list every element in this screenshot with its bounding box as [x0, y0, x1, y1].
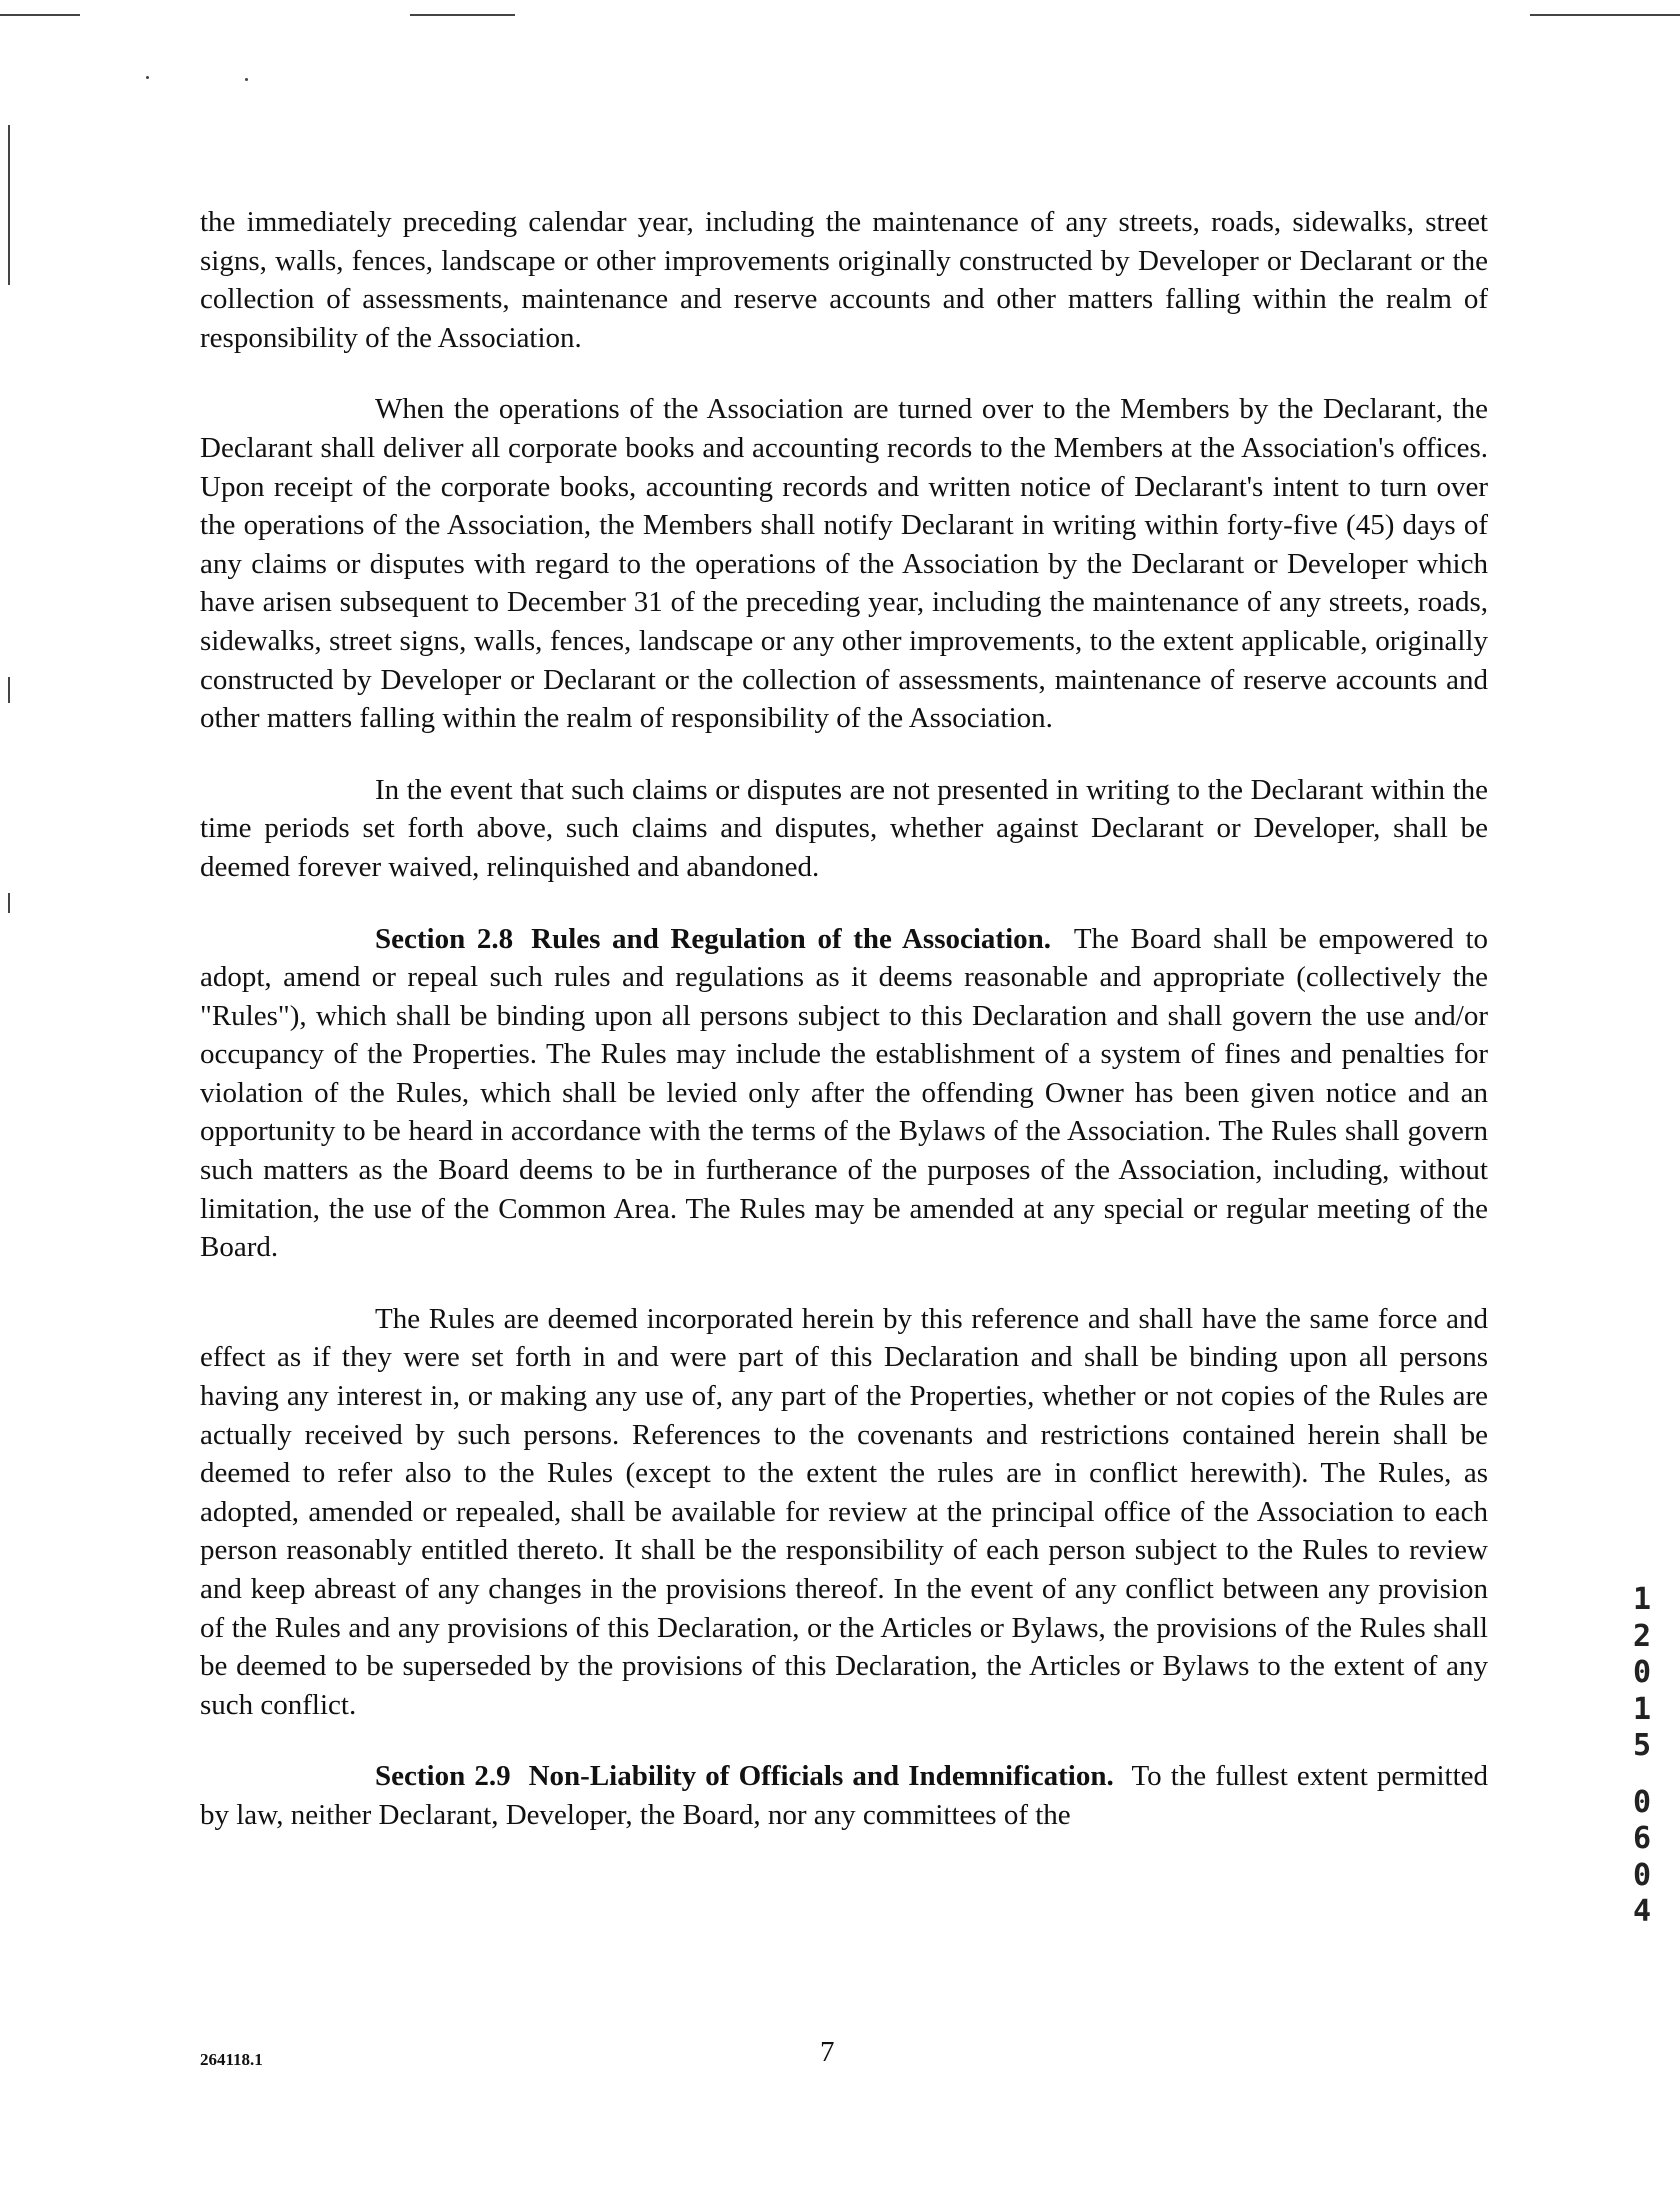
section-2-9-paragraph — [200, 1757, 1488, 1834]
section-2-9-number: Section 2.9 — [375, 1760, 511, 1793]
section-2-9-title: Non-Liability of Officials and Indemnification. — [528, 1760, 1114, 1793]
scan-artifact-top-right — [1530, 14, 1680, 16]
scan-artifact-left-margin-3 — [8, 893, 10, 913]
scan-artifact-dot-1 — [146, 76, 149, 79]
paragraph-turnover: When the operations of the Association are turned over to the Members by the Declarant, the Declarant shall deliver all corporate books and accounting records to the Members at the Association's offices. Upon receipt of the corporate books, accounting records and written notice of Declarant's intent to turn over the operations of the Association, the Members shall notify Declarant in writing within forty-five (45) days of any claims or disputes with regard to the operations of the Association by the Declarant or Developer which have arisen subsequent to December 31 of the preceding year, including the maintenance of any streets, roads, sidewalks, street signs, walls, fences, landscape or any other improvements, to the extent applicable, originally constructed by Developer or Declarant or the collection of assessments, maintenance of reserve accounts and other matters falling within the realm of responsibility of the Association. — [200, 393, 1488, 735]
stamp-digit: 2 — [1632, 1618, 1652, 1654]
document-body — [200, 203, 1488, 1868]
stamp-gap — [1625, 1765, 1659, 1785]
scan-artifact-top-center — [410, 14, 515, 16]
section-2-8-number: Section 2.8 — [375, 922, 514, 955]
paragraph-waiver: In the event that such claims or disputes are not presented in writing to the Declarant within the time periods set forth above, such claims and disputes, whether against Declarant or Developer, shall be deemed forever waived, relinquished and abandoned. — [200, 773, 1488, 883]
stamp-digit: 0 — [1632, 1857, 1652, 1893]
stamp-digit: 6 — [1632, 1821, 1652, 1856]
stamp-digit: 4 — [1632, 1894, 1652, 1929]
stamp-digit: 5 — [1632, 1728, 1652, 1763]
section-2-8-title: Rules and Regulation of the Association. — [531, 922, 1052, 955]
scan-artifact-top-left — [0, 14, 80, 16]
section-2-8-heading — [375, 923, 1051, 955]
recording-number-stamp — [1625, 1582, 1659, 1931]
scan-artifact-left-margin-1 — [8, 125, 10, 285]
scan-artifact-dot-2 — [245, 78, 248, 81]
scan-artifact-left-margin-2 — [8, 677, 10, 703]
stamp-digit: 1 — [1632, 1582, 1652, 1617]
paragraph-rules-incorporated: The Rules are deemed incorporated herein by this reference and shall have the same force and effect as if they were set forth in and were part of this Declaration and shall be binding upon all persons having any interest in, or making any use of, any part of the Properties, whether or not copies of the Rules are actually received by such persons. References to the covenants and restrictions contained herein shall be deemed to refer also to the Rules (except to the extent the rules are in conflict herewith). The Rules, as adopted, amended or repealed, shall be available for review at the principal office of the Association to each person reasonably entitled thereto. It shall be the responsibility of each person subject to the Rules to review and keep abreast of any changes in the provisions thereof. In the event of any conflict between any provision of the Rules and any provisions of this Declaration, or the Articles or Bylaws, the provisions of the Rules shall be deemed to be superseded by the provisions of this Declaration, the Articles or Bylaws to the extent of any such conflict. — [200, 1302, 1488, 1721]
section-2-9-text: To the fullest extent permitted by law, neither Declarant, Developer, the Board, nor any committees of the — [200, 1760, 1489, 1831]
section-2-8-paragraph — [200, 920, 1488, 1267]
paragraph-continuation: the immediately preceding calendar year, including the maintenance of any streets, roads, sidewalks, street signs, walls, fences, landscape or other improvements originally constructed by Developer or Declarant or the collection of assessments, maintenance and reserve accounts and other matters falling within the realm of responsibility of the Association. — [200, 206, 1488, 354]
footer-document-id: 264118.1 — [200, 2050, 263, 2069]
stamp-digit: 0 — [1632, 1784, 1652, 1820]
section-2-9-heading — [375, 1760, 1114, 1792]
stamp-digit: 0 — [1632, 1655, 1652, 1690]
stamp-digit: 1 — [1632, 1691, 1652, 1727]
page-number: 7 — [820, 2036, 835, 2068]
section-2-8-text: The Board shall be empowered to adopt, amend or repeal such rules and regulations as it deems reasonable and appropriate (collectively the "Rules"), which shall be binding upon all persons subject to this Declaration and shall govern the use and/or occupancy of the Properties. The Rules may include the establishment of a system of fines and penalties for violation of the Rules, which shall be levied only after the offending Owner has been given notice and an opportunity to be heard in accordance with the terms of the Bylaws of the Association. The Rules shall govern such matters as the Board deems to be in furtherance of the purposes of the Association, including, without limitation, the use of the Common Area. The Rules may be amended at any special or regular meeting of the Board. — [200, 922, 1488, 1264]
